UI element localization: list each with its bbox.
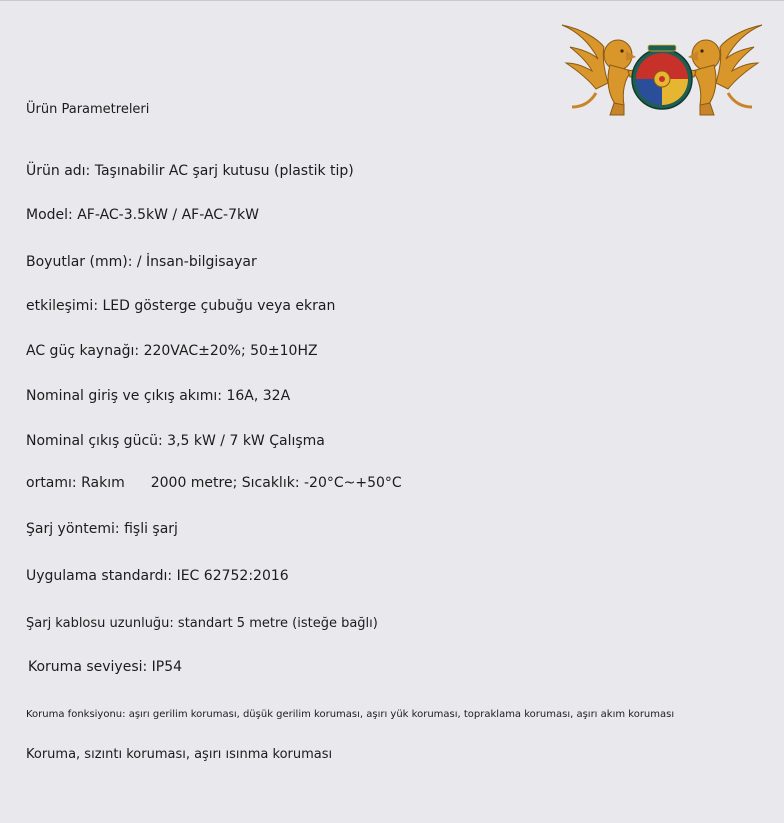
- spec-protection-extra: Koruma, sızıntı koruması, aşırı ısınma koruması: [26, 747, 333, 762]
- spec-cable-length: Şarj kablosu uzunluğu: standart 5 metre (isteğe bağlı): [26, 616, 378, 631]
- spec-ac-power: AC güç kaynağı: 220VAC±20%; 50±10HZ: [26, 343, 318, 359]
- right-griffin-icon: [682, 25, 762, 115]
- left-griffin-icon: [562, 25, 642, 115]
- spec-model: Model: AF-AC-3.5kW / AF-AC-7kW: [26, 207, 259, 223]
- spec-interaction: etkileşimi: LED gösterge çubuğu veya ekran: [26, 298, 336, 314]
- spec-protection-level: Koruma seviyesi: IP54: [28, 659, 183, 675]
- spec-protection-functions: Koruma fonksiyonu: aşırı gerilim koruması, düşük gerilim koruması, aşırı yük koruması, topraklama koruması, aşırı akım koruması: [26, 709, 675, 720]
- spec-environment-label: ortamı: Rakım: [26, 475, 125, 491]
- crest-medallion-icon: [632, 45, 692, 109]
- spec-rated-power: Nominal çıkış gücü: 3,5 kW / 7 kW Çalışma: [26, 433, 325, 449]
- griffin-crest-icon: [552, 13, 772, 123]
- spec-dimensions: Boyutlar (mm): / İnsan-bilgisayar: [26, 254, 257, 270]
- page-title: Ürün Parametreleri: [26, 102, 150, 117]
- spec-rated-current: Nominal giriş ve çıkış akımı: 16A, 32A: [26, 388, 291, 404]
- spec-environment-value: 2000 metre; Sıcaklık: -20°C~+50°C: [150, 475, 402, 491]
- spec-charging-method: Şarj yöntemi: fişli şarj: [26, 521, 178, 537]
- spec-environment: [26, 475, 402, 491]
- spec-standard: Uygulama standardı: IEC 62752:2016: [26, 568, 289, 584]
- spec-product-name: Ürün adı: Taşınabilir AC şarj kutusu (plastik tip): [26, 163, 354, 179]
